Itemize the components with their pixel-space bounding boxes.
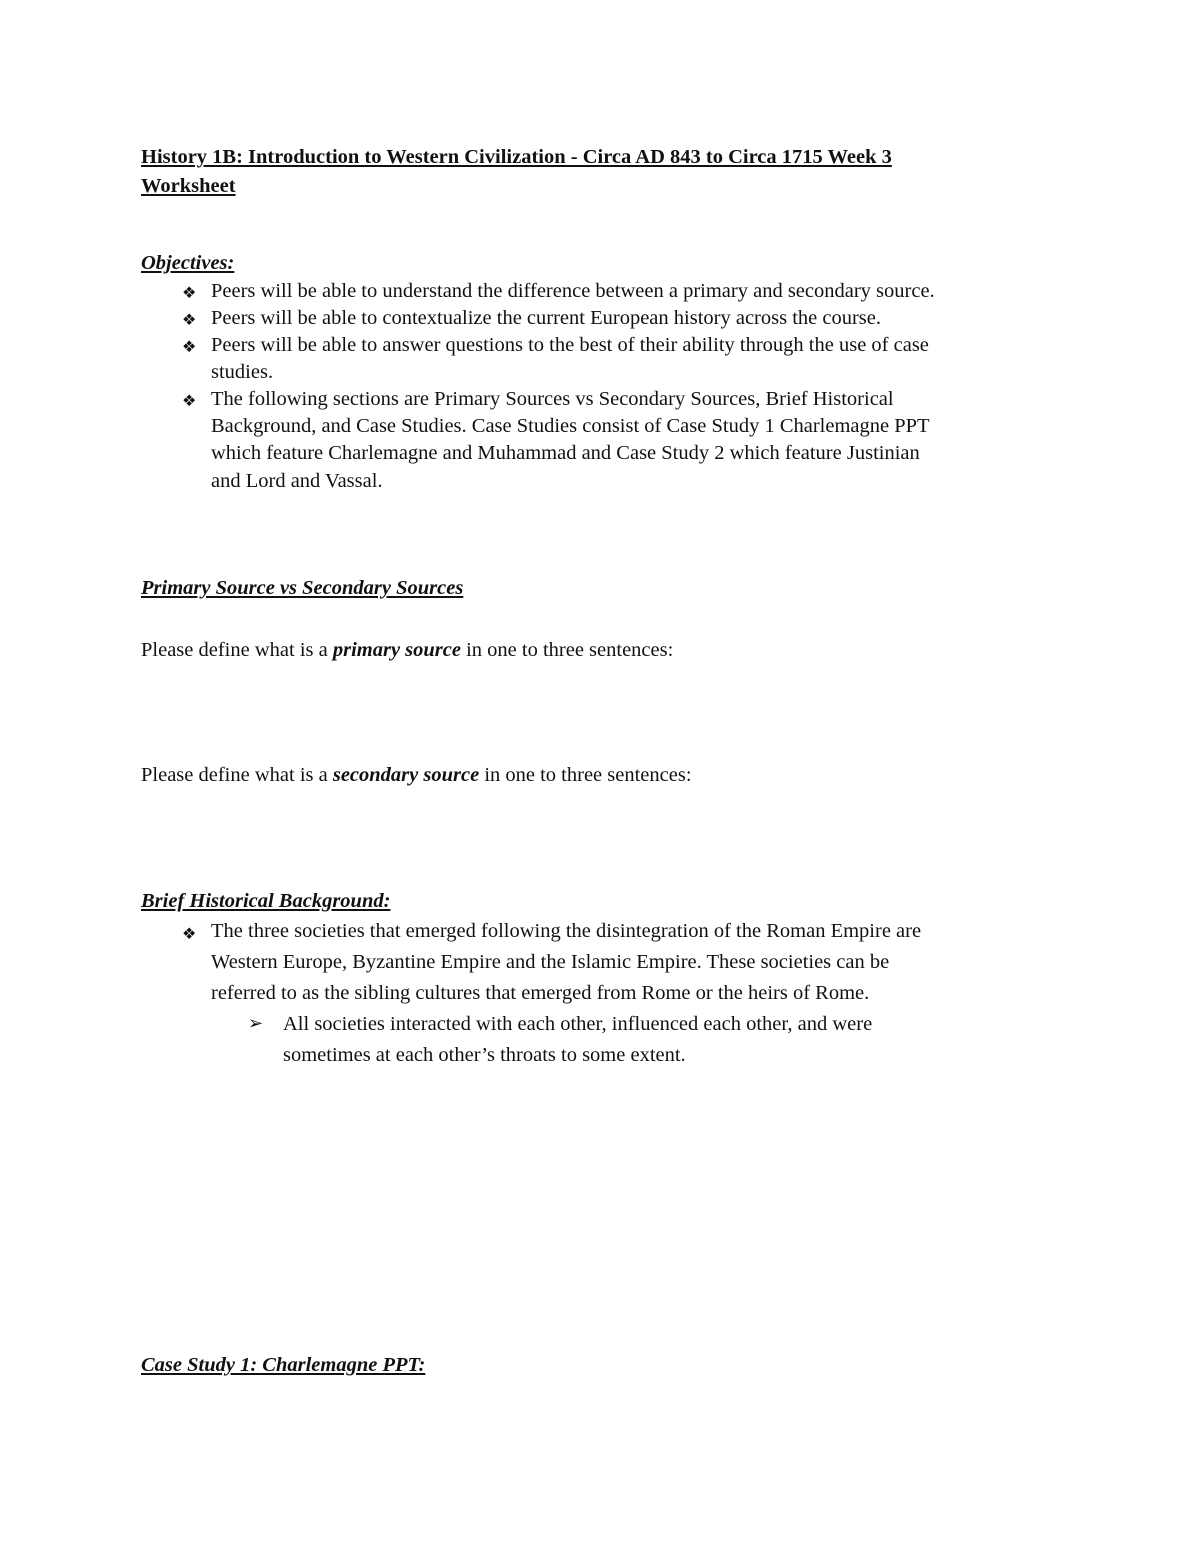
question-text: Please define what is a <box>141 764 333 786</box>
background-subpoint-cont: sometimes at each other’s throats to some extent. <box>283 1044 686 1066</box>
objectives-heading: Objectives: <box>141 252 235 274</box>
objective-2: Peers will be able to contextualize the current European history across the course. <box>211 307 881 329</box>
primary-source-term: primary source <box>332 639 461 661</box>
background-heading: Brief Historical Background: <box>141 890 391 912</box>
document-title-line1: History 1B: Introduction to Western Civilization - Circa AD 843 to Circa 1715 Week 3 <box>141 146 892 168</box>
background-point: The three societies that emerged following the disintegration of the Roman Empire are <box>211 920 922 942</box>
diamond-bullet-icon: ❖ <box>182 285 197 302</box>
objective-1: Peers will be able to understand the difference between a primary and secondary source. <box>211 280 935 302</box>
document-title-line2: Worksheet <box>141 175 236 197</box>
arrow-bullet-icon: ➢ <box>248 1013 264 1033</box>
question-text: in one to three sentences: <box>479 764 692 786</box>
objective-3-cont: studies. <box>211 361 274 383</box>
background-point-cont: referred to as the sibling cultures that emerged from Rome or the heirs of Rome. <box>211 982 870 1004</box>
primary-source-question <box>141 639 673 662</box>
secondary-source-question <box>141 764 692 787</box>
objective-4: The following sections are Primary Sources vs Secondary Sources, Brief Historical <box>211 388 894 410</box>
objective-4-cont: Background, and Case Studies. Case Studies consist of Case Study 1 Charlemagne PPT <box>211 415 930 437</box>
background-subpoint: All societies interacted with each other, influenced each other, and were <box>283 1013 873 1035</box>
objective-4-cont: which feature Charlemagne and Muhammad and Case Study 2 which feature Justinian <box>211 442 920 464</box>
diamond-bullet-icon: ❖ <box>182 926 197 943</box>
objective-3: Peers will be able to answer questions to the best of their ability through the use of case <box>211 334 929 356</box>
sources-heading: Primary Source vs Secondary Sources <box>141 577 464 599</box>
objective-4-cont: and Lord and Vassal. <box>211 470 383 492</box>
background-point-cont: Western Europe, Byzantine Empire and the Islamic Empire. These societies can be <box>211 951 890 973</box>
question-text: Please define what is a <box>141 639 333 661</box>
secondary-source-term: secondary source <box>332 764 480 786</box>
case-study-1-heading: Case Study 1: Charlemagne PPT: <box>141 1354 426 1376</box>
question-text: in one to three sentences: <box>460 639 674 661</box>
diamond-bullet-icon: ❖ <box>182 339 197 356</box>
diamond-bullet-icon: ❖ <box>182 312 197 329</box>
diamond-bullet-icon: ❖ <box>182 393 197 410</box>
